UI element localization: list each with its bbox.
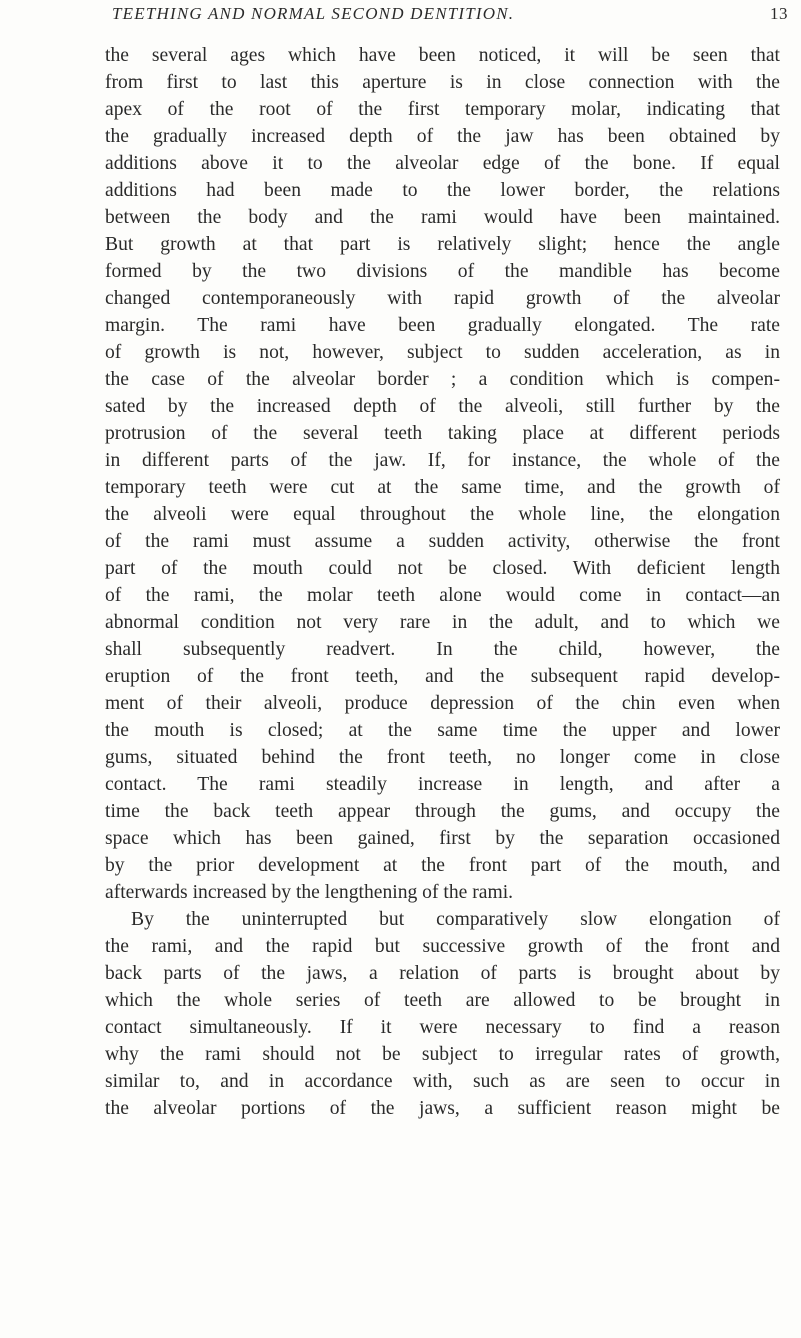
text-line: of growth is not, however, subject to sudden acceleration, as in <box>105 342 780 363</box>
text-line: contact. The rami steadily increase in length, and after a <box>105 774 780 795</box>
paragraph-1 <box>105 42 780 906</box>
text-line: part of the mouth could not be closed. With deficient length <box>105 558 780 579</box>
text-line: temporary teeth were cut at the same time, and the growth of <box>105 477 780 498</box>
text-line: abnormal condition not very rare in the adult, and to which we <box>105 612 780 633</box>
text-line: back parts of the jaws, a relation of parts is brought about by <box>105 963 780 984</box>
body-text <box>105 42 780 1122</box>
text-line: the gradually increased depth of the jaw has been obtained by <box>105 126 780 147</box>
text-line: the rami, and the rapid but successive growth of the front and <box>105 936 780 957</box>
text-line: changed contemporaneously with rapid growth of the alveolar <box>105 288 780 309</box>
text-line: the alveoli were equal throughout the whole line, the elongation <box>105 504 780 525</box>
text-line: which the whole series of teeth are allowed to be brought in <box>105 990 780 1011</box>
text-line: margin. The rami have been gradually elongated. The rate <box>105 315 780 336</box>
text-line: eruption of the front teeth, and the subsequent rapid develop- <box>105 666 780 687</box>
text-line: the several ages which have been noticed, it will be seen that <box>105 45 780 66</box>
text-line: sated by the increased depth of the alveoli, still further by the <box>105 396 780 417</box>
text-line: why the rami should not be subject to irregular rates of growth, <box>105 1044 780 1065</box>
text-line: time the back teeth appear through the gums, and occupy the <box>105 801 780 822</box>
text-line: afterwards increased by the lengthening of the rami. <box>105 882 514 903</box>
page-number: 13 <box>770 4 788 23</box>
text-line: By the uninterrupted but comparatively slow elongation of <box>131 909 780 930</box>
text-line: gums, situated behind the front teeth, no longer come in close <box>105 747 780 768</box>
text-line: shall subsequently readvert. In the child, however, the <box>105 639 780 660</box>
text-line: of the rami, the molar teeth alone would come in contact—an <box>105 585 780 606</box>
text-line: the alveolar portions of the jaws, a sufficient reason might be <box>105 1098 780 1119</box>
text-line: contact simultaneously. If it were necessary to find a reason <box>105 1017 780 1038</box>
text-line: space which has been gained, first by the separation occasioned <box>105 828 780 849</box>
text-line: protrusion of the several teeth taking place at different periods <box>105 423 780 444</box>
running-head-title: TEETHING AND NORMAL SECOND DENTITION. <box>112 4 515 23</box>
paragraph-2 <box>105 906 780 1122</box>
text-line: But growth at that part is relatively slight; hence the angle <box>105 234 780 255</box>
running-head <box>112 4 788 30</box>
text-line: of the rami must assume a sudden activity, otherwise the front <box>105 531 780 552</box>
text-line: from first to last this aperture is in close connection with the <box>105 72 780 93</box>
text-line: additions had been made to the lower border, the relations <box>105 180 780 201</box>
text-line: the case of the alveolar border ; a condition which is compen- <box>105 369 780 390</box>
text-line: additions above it to the alveolar edge of the bone. If equal <box>105 153 780 174</box>
text-line: ment of their alveoli, produce depression of the chin even when <box>105 693 780 714</box>
text-line: by the prior development at the front part of the mouth, and <box>105 855 780 876</box>
text-line: between the body and the rami would have been maintained. <box>105 207 780 228</box>
text-line: formed by the two divisions of the mandible has become <box>105 261 780 282</box>
text-line: similar to, and in accordance with, such as are seen to occur in <box>105 1071 780 1092</box>
text-line: apex of the root of the first temporary molar, indicating that <box>105 99 780 120</box>
text-line: the mouth is closed; at the same time the upper and lower <box>105 720 780 741</box>
text-line: in different parts of the jaw. If, for instance, the whole of the <box>105 450 780 471</box>
